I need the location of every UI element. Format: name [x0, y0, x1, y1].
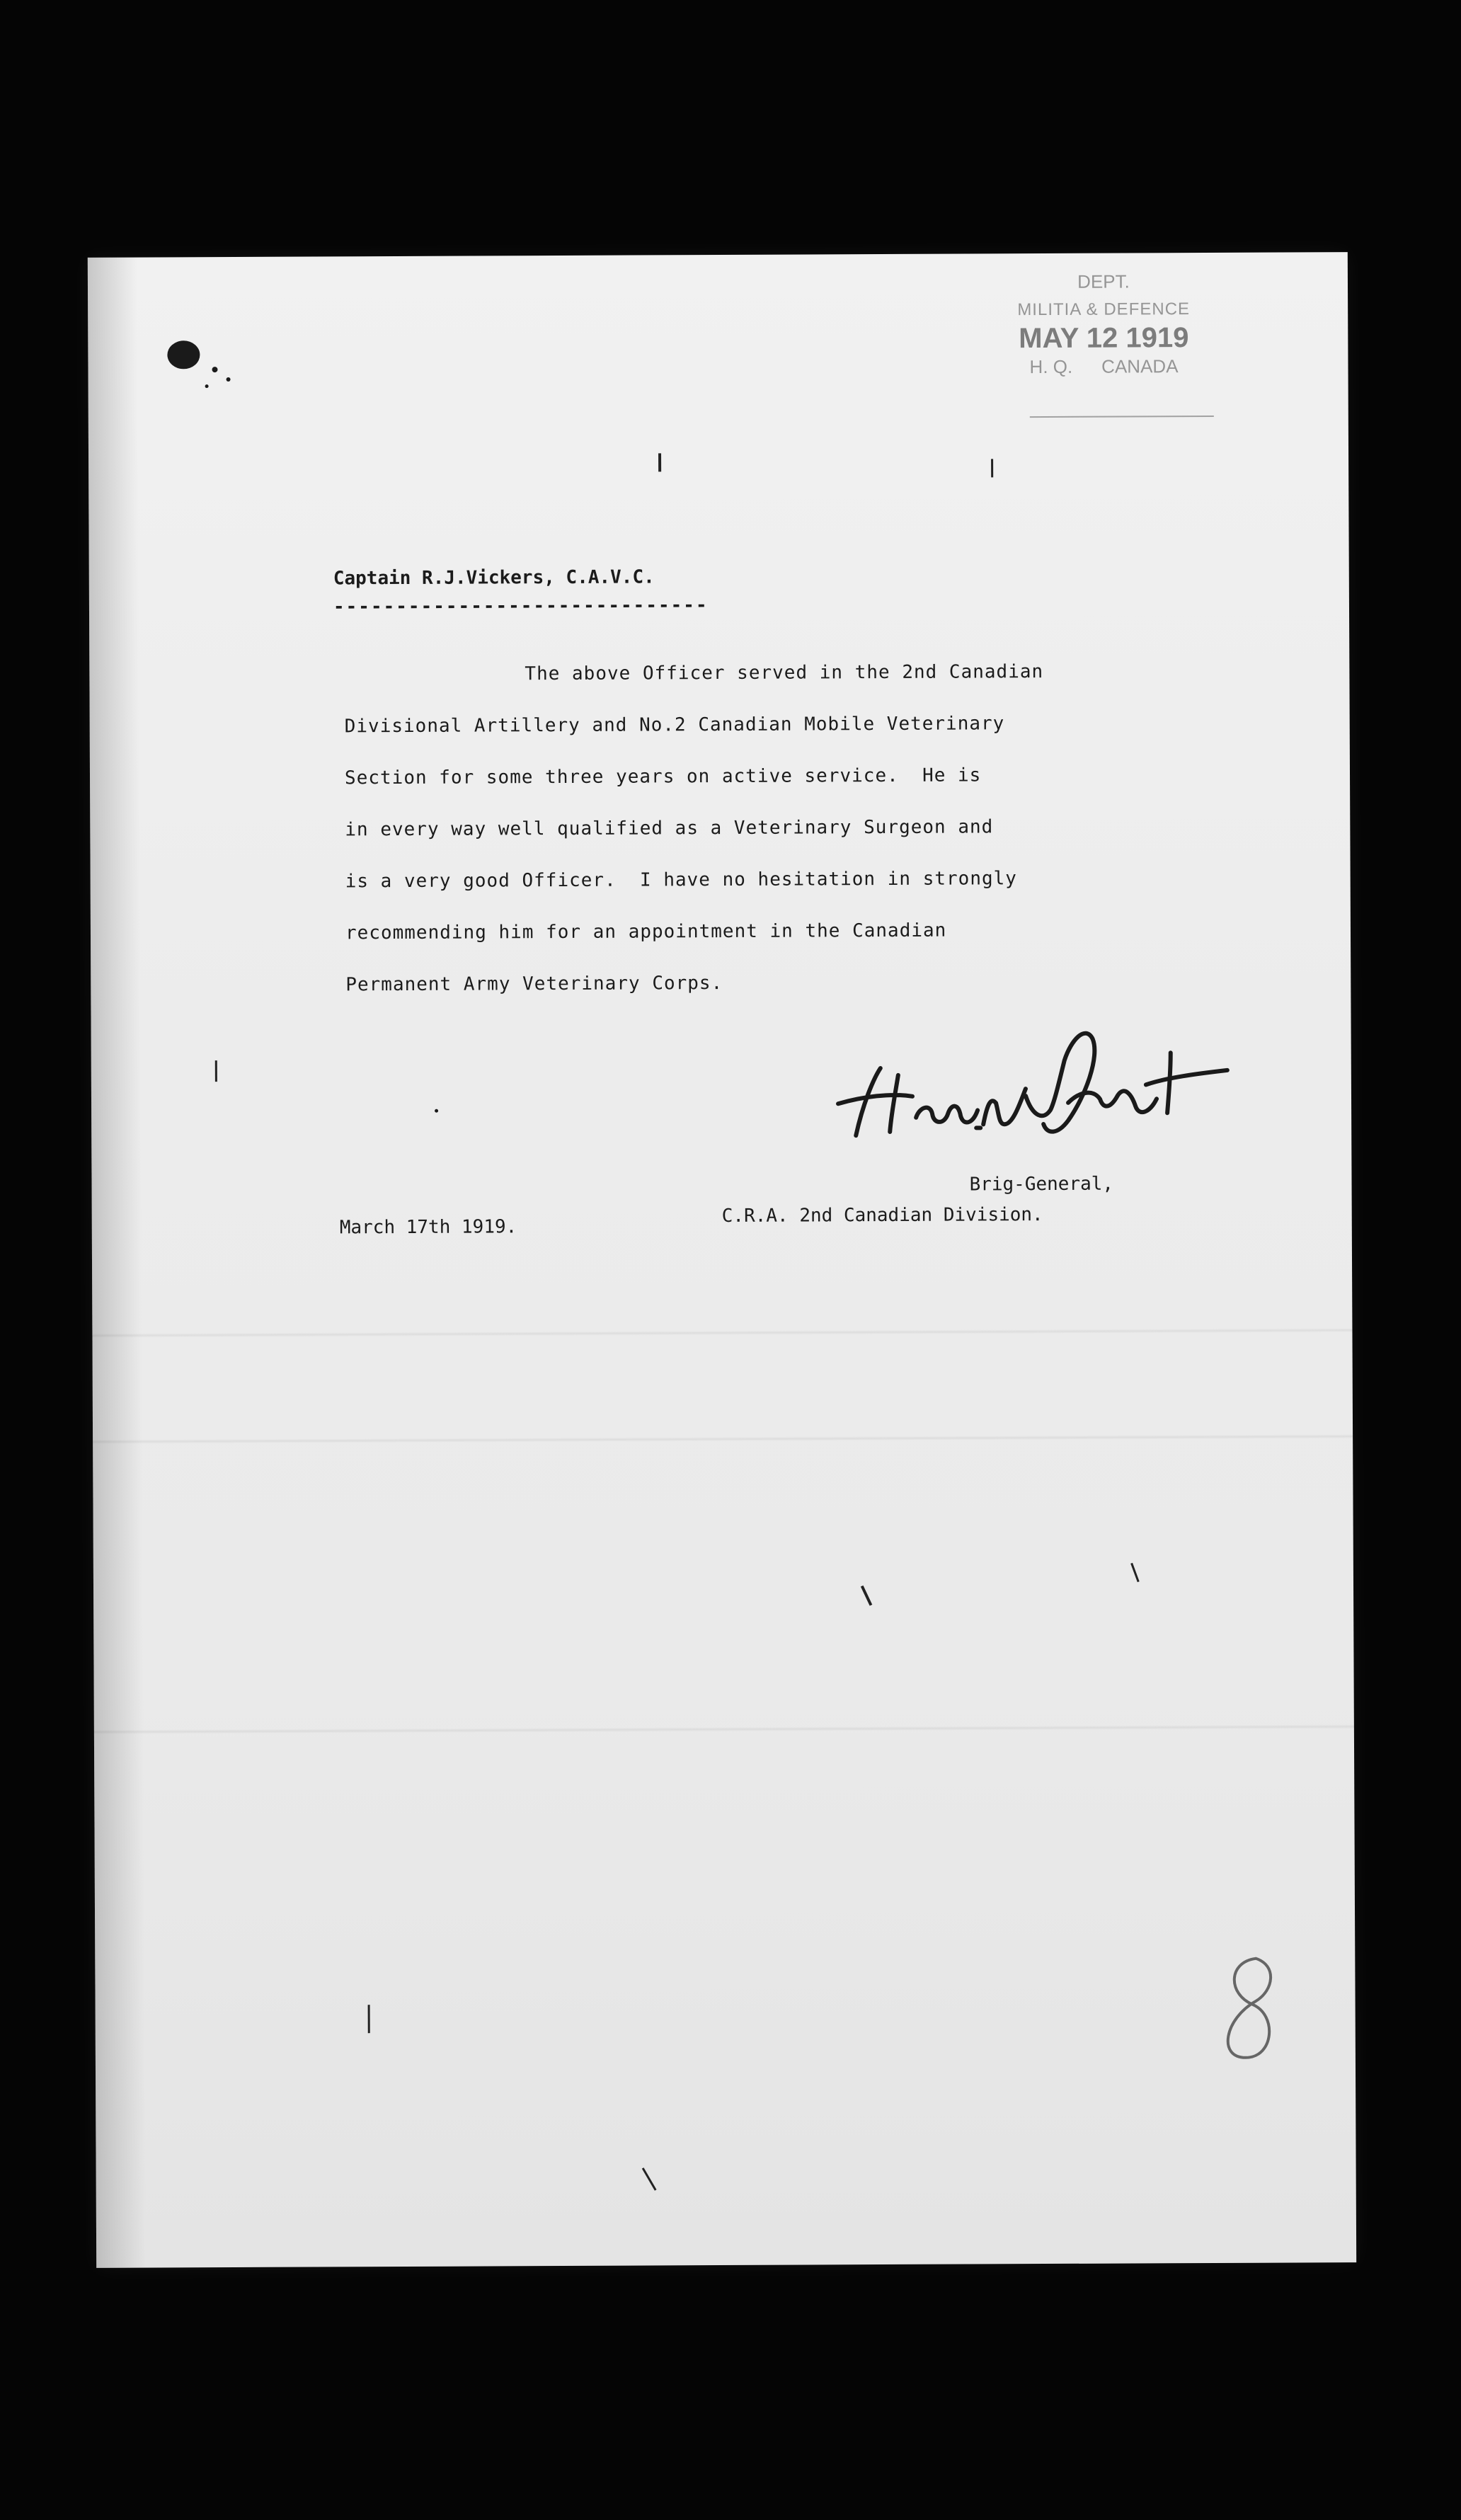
- body-line: The above Officer served in the 2nd Canadian: [525, 661, 1044, 685]
- body-line: Section for some three years on active service. He is: [344, 764, 982, 789]
- body-line: is a very good Officer. I have no hesitation in strongly: [345, 868, 1017, 893]
- addressee-underline: ------------------------------: [333, 595, 709, 618]
- stamp-line-country: CANADA: [1101, 355, 1179, 377]
- signatory-command: C.R.A. 2nd Canadian Division.: [721, 1204, 1043, 1227]
- received-stamp: [987, 267, 1221, 437]
- body-line: Permanent Army Veterinary Corps.: [345, 972, 723, 996]
- pencil-mark: [642, 2167, 657, 2191]
- page-number-mark: [1213, 1952, 1292, 2065]
- pencil-mark: [1130, 1563, 1140, 1582]
- pencil-mark: [991, 459, 993, 477]
- document-page: [88, 252, 1356, 2268]
- pencil-mark: [658, 453, 661, 471]
- letter-body: [344, 646, 1280, 1012]
- letter-date: March 17th 1919.: [339, 1216, 517, 1239]
- ink-speck: [212, 367, 217, 372]
- body-line: recommending him for an appointment in the Canadian: [345, 920, 947, 944]
- stamp-line-department: MILITIA & DEFENCE: [1017, 299, 1191, 320]
- pencil-mark: [368, 2005, 370, 2033]
- signatory-rank: Brig-General,: [969, 1173, 1114, 1196]
- body-line: Divisional Artillery and No.2 Canadian Mobile Veterinary: [344, 713, 1005, 738]
- ink-speck: [205, 384, 209, 388]
- pencil-mark: [215, 1060, 217, 1082]
- addressee-line: Captain R.J.Vickers, C.A.V.C.: [333, 566, 655, 590]
- stamp-line-hq: H. Q.: [1029, 355, 1073, 378]
- ink-speck: [227, 377, 231, 382]
- handwritten-signature: [813, 1017, 1239, 1147]
- fold-line: [94, 1724, 1354, 1734]
- stamp-line-dept: DEPT.: [1077, 270, 1130, 292]
- body-line: in every way well qualified as a Veterinary Surgeon and: [345, 816, 994, 841]
- pencil-mark: [861, 1586, 872, 1606]
- stamp-date: MAY 12 1919: [1019, 322, 1189, 355]
- fold-line: [92, 1328, 1352, 1338]
- ink-blot: [167, 340, 200, 369]
- stamp-rule: [1030, 416, 1214, 418]
- fold-line: [93, 1434, 1353, 1444]
- ink-speck: [435, 1109, 438, 1113]
